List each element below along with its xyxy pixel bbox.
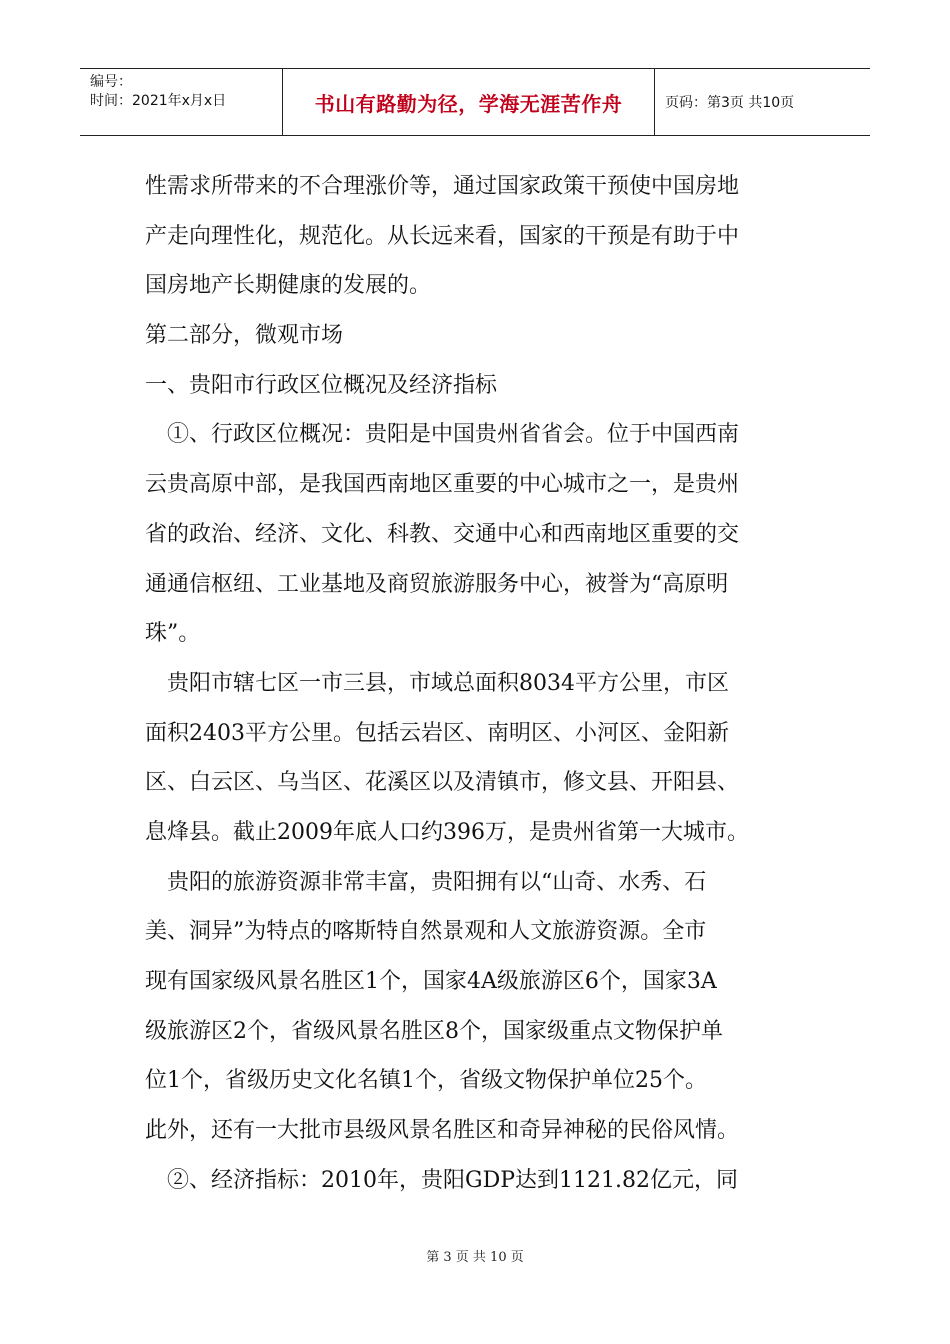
- body-line: 通通信枢纽、工业基地及商贸旅游服务中心，被誉为“高原明: [145, 571, 729, 597]
- body-line: 位1个，省级历史文化名镇1个，省级文物保护单位25个。: [145, 1068, 707, 1094]
- subsection-heading: 一、贵阳市行政区位概况及经济指标: [145, 372, 498, 398]
- body-line: 级旅游区2个，省级风景名胜区8个，国家级重点文物保护单: [145, 1018, 723, 1044]
- body-line: 产走向理性化，规范化。从长远来看，国家的干预是有助于中: [145, 223, 740, 249]
- body-line: 息烽县。截止2009年底人口约396万，是贵州省第一大城市。: [145, 819, 749, 845]
- body-line: 区、白云区、乌当区、花溪区以及清镇市，修文县、开阳县、: [145, 770, 740, 796]
- body-line: 珠”。: [145, 621, 201, 647]
- body-line: ②、经济指标：2010年，贵阳GDP达到1121.82亿元，同: [145, 1167, 738, 1193]
- document-body: [145, 162, 815, 1205]
- header-motto: 书山有路勤为径，学海无涯苦作舟: [283, 69, 655, 135]
- section-heading: 第二部分，微观市场: [145, 323, 344, 349]
- body-line: 省的政治、经济、文化、科教、交通中心和西南地区重要的交: [145, 521, 740, 547]
- body-line: 云贵高原中部，是我国西南地区重要的中心城市之一，是贵州: [145, 472, 740, 498]
- body-line: 现有国家级风景名胜区1个，国家4A级旅游区6个，国家3A: [145, 969, 717, 994]
- body-line: 性需求所带来的不合理涨价等，通过国家政策干预使中国房地: [145, 174, 740, 199]
- body-line: 美、洞异”为特点的喀斯特自然景观和人文旅游资源。全市: [145, 919, 707, 945]
- body-line: 贵阳市辖七区一市三县，市域总面积8034平方公里，市区: [145, 670, 729, 696]
- page-header: [80, 68, 870, 136]
- body-line: 面积2403平方公里。包括云岩区、南明区、小河区、金阳新: [145, 720, 729, 746]
- body-line: 国房地产长期健康的发展的。: [145, 273, 432, 299]
- date-label: 时间：2021年x月x日: [90, 93, 227, 109]
- header-page-number: 页码：第3页 共10页: [665, 95, 795, 111]
- body-line: ①、行政区位概况：贵阳是中国贵州省省会。位于中国西南: [145, 422, 740, 448]
- page-footer: 第 3 页 共 10 页: [426, 1250, 524, 1265]
- body-line: 此外，还有一大批市县级风景名胜区和奇异神秘的民俗风情。: [145, 1118, 740, 1144]
- serial-number-label: 编号：: [90, 74, 132, 90]
- header-meta: [80, 69, 283, 135]
- body-line: 贵阳的旅游资源非常丰富，贵阳拥有以“山奇、水秀、石: [145, 869, 707, 895]
